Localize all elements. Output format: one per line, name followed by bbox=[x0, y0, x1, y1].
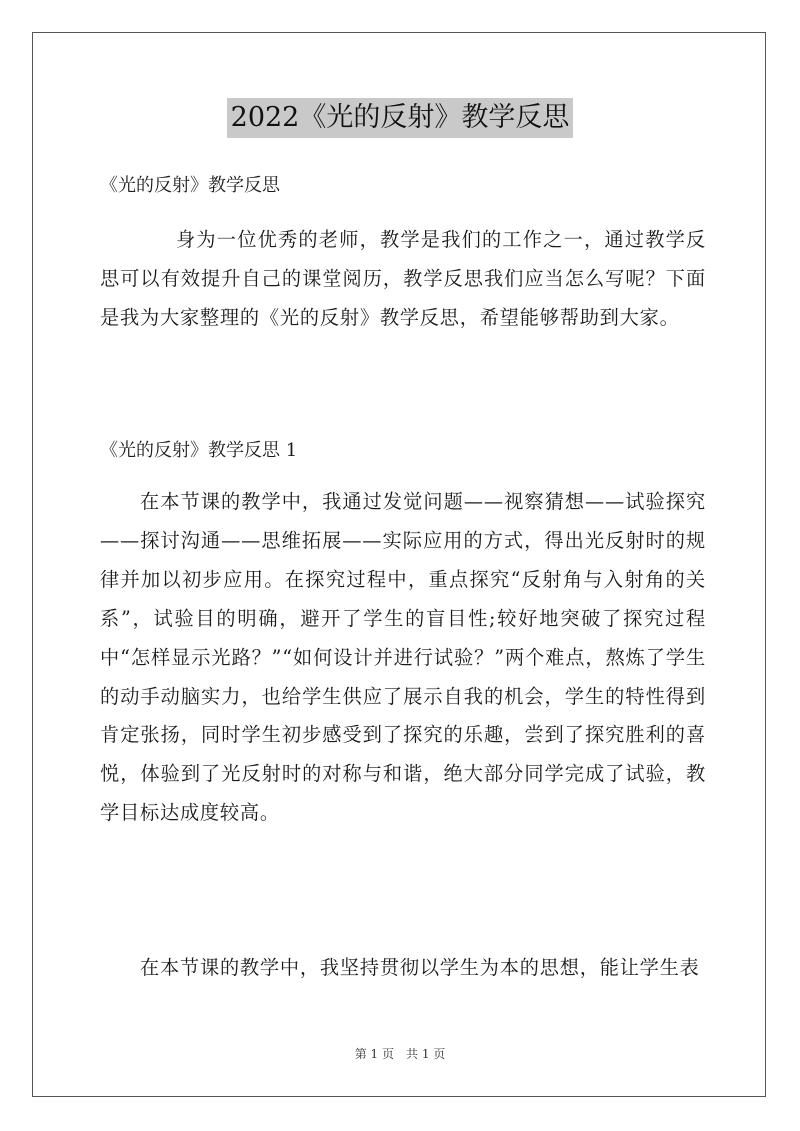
intro-paragraph: 身为一位优秀的老师，教学是我们的工作之一，通过教学反思可以有效提升自己的课堂阅历，教学反思我们应当怎么写呢？下面是我为大家整理的《光的反射》教学反思，希望能够帮助到大家。 bbox=[100, 228, 706, 329]
page-footer: 第 1 页 共 1 页 bbox=[354, 1047, 446, 1061]
section-heading: 《光的反射》教学反思 1 bbox=[100, 440, 298, 461]
document-title: 2022《光的反射》教学反思 bbox=[227, 98, 574, 138]
title-container bbox=[0, 98, 800, 138]
body-paragraph-1: 在本节课的教学中，我通过发觉问题——视察猜想——试验探究——探讨沟通——思维拓展——实际应用的方式，得出光反射时的规律并加以初步应用。在探究过程中，重点探究“反射角与入射角的关系”，试验目的明确，避开了学生的盲目性;较好地突破了探究过程中“怎样显示光路？”“如何设计并进行试验？”两个难点，熬炼了学生的动手动脑实力，也给学生供应了展示自我的机会，学生的特性得到肯定张扬，同时学生初步感受到了探究的乐趣，尝到了探究胜利的喜悦，体验到了光反射时的对称与和谐，绝大部分同学完成了试验，教学目标达成度较高。 bbox=[100, 490, 706, 825]
body-paragraph-2: 在本节课的教学中，我坚持贯彻以学生为本的思想，能让学生表 bbox=[140, 956, 700, 979]
document-subtitle: 《光的反射》教学反思 bbox=[100, 175, 280, 196]
